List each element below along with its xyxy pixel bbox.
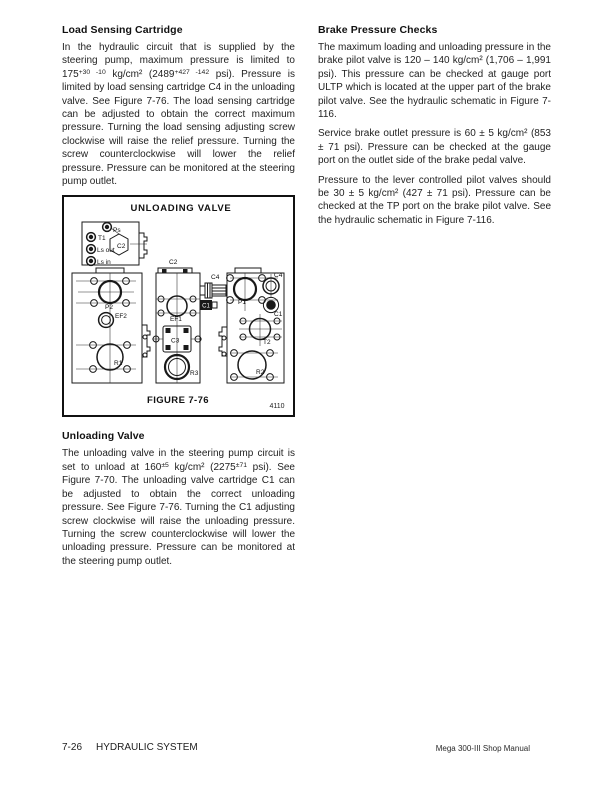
figure-title: UNLOADING VALVE	[130, 203, 232, 215]
port-label-c1-right: C1	[274, 311, 283, 319]
port-label-t1: T1	[98, 235, 106, 243]
section-heading-load-sensing: Load Sensing Cartridge	[62, 24, 183, 36]
port-label-c4-right: C4	[274, 272, 283, 280]
brake-pressure-paragraph-2: Service brake outlet pressure is 60 ± 5 kg/cm² (853 ± 71 psi). Pressure can be checked at the gauge port on the outlet side of the brake pedal valve.	[318, 128, 551, 167]
port-label-ps: Ps	[113, 227, 121, 235]
port-label-ls-in: Ls in	[97, 259, 111, 267]
port-label-r3: R3	[190, 370, 199, 378]
figure-caption: FIGURE 7-76	[147, 395, 209, 407]
port-label-t2: T2	[263, 339, 271, 347]
port-label-r2: R2	[256, 369, 265, 377]
port-label-r1: R1	[114, 360, 123, 368]
valve-pilot-block-view	[82, 222, 147, 266]
left-column	[62, 24, 295, 574]
port-label-c1-fitting: C1	[202, 303, 210, 310]
cartridge-label-c2: C2	[117, 243, 126, 251]
port-label-ls-out: Ls out	[97, 247, 115, 255]
right-column	[318, 24, 551, 233]
footer-manual-title: Mega 300-III Shop Manual	[435, 744, 530, 753]
port-label-c4-fitting: C4	[211, 274, 220, 282]
port-label-p1: P1	[238, 299, 246, 307]
unloading-valve-diagram	[64, 197, 293, 415]
footer-page-number: 7-26	[62, 742, 83, 753]
valve-center-view	[152, 259, 226, 383]
brake-pressure-paragraph-3: Pressure to the lever controlled pilot valves should be 30 ± 5 kg/cm² (427 ± 71 psi). Pressure can be checked at the TP port on the brake pilot valve. See the hydraulic schematic in Figure 7-116.	[318, 174, 551, 226]
footer-left	[62, 742, 198, 753]
figure-ref-number: 4110	[269, 403, 285, 411]
port-label-ef1: EF1	[170, 316, 182, 324]
section-heading-brake-pressure: Brake Pressure Checks	[318, 24, 438, 36]
figure-7-76-frame	[62, 195, 295, 417]
brake-pressure-paragraph-1: The maximum loading and unloading pressure in the brake pilot valve is 120 – 140 kg/cm² (1,706 – 1,991 psi). This pressure can be checked at gauge port ULTP which is located at the upper part of the brake pilot valve. See the hydraulic schematic in Figure 7-116.	[318, 42, 551, 121]
valve-right-view	[219, 268, 284, 383]
section-heading-unloading-valve: Unloading Valve	[62, 430, 145, 443]
port-label-ef2: EF2	[115, 313, 127, 321]
load-sensing-paragraph: In the hydraulic circuit that is supplied by the steering pump, maximum pressure is limited to $175^{+30 -10}$ kg/cm² ($2489^{+427 -142}$ psi). Pressure is limited by load sensing cartridge C4 in the unloading valve. See Figure 7-76. The load sensing cartridge can be adjusted to obtain the correct maximum pressure. Turning the load sensing adjusting screw clockwise will raise the relief pressure. Turning the screw counterclockwise will lower the relief pressure. Pressure can be monitored at the steering pump outlet.	[62, 42, 295, 188]
port-label-c3: C3	[171, 337, 180, 345]
valve-left-view	[72, 268, 150, 383]
unloading-valve-paragraph: The unloading valve in the steering pump circuit is set to unload at $160^{\pm 5}$ kg/cm² ($2275^{\pm 71}$ psi). See Figure 7-70. The unloading valve cartridge C1 can be adjusted to obtain the correct unloading pressure. See Figure 7-76. Turning the C1 adjusting screw clockwise will raise the unloading pressure. Turning the screw counterclockwise will lower the unloading pressure. Pressure can be monitored at the steering pump outlet.	[62, 448, 295, 567]
port-label-p2: P2	[105, 304, 113, 312]
port-label-c2-top: C2	[169, 259, 178, 267]
footer-section-title: HYDRAULIC SYSTEM	[96, 742, 198, 753]
